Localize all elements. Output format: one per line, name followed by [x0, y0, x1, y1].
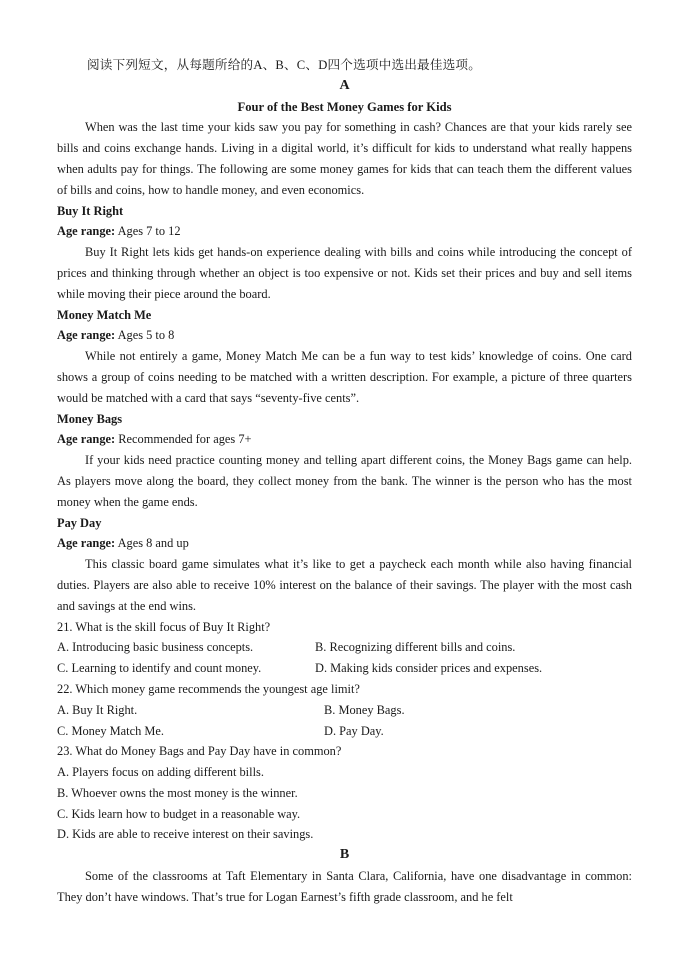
option-row	[57, 721, 632, 742]
section-b-intro: Some of the classrooms at Taft Elementary in Santa Clara, California, have one disadvantage in common: They don’t have windows. That’s true for Logan Earnest’s fifth grade classroom, and he felt	[57, 869, 632, 904]
game-description: This classic board game simulates what it’s like to get a paycheck each month while also having financial duties. Players are also able to receive 10% interest on the balance of their savings. The player with the most cash and savings at the end wins.	[57, 557, 632, 613]
option-c: C. Kids learn how to budget in a reasonable way.	[57, 806, 301, 821]
exam-page	[57, 55, 632, 908]
game-name: Money Bags	[57, 411, 123, 426]
option-row	[57, 700, 632, 721]
age-range-value: Ages 7 to 12	[117, 224, 181, 239]
age-range-value: Ages 8 and up	[117, 536, 189, 551]
age-range	[57, 429, 632, 450]
option-row	[57, 637, 632, 658]
game-description: Buy It Right lets kids get hands-on experience dealing with bills and coins while introducing the concept of prices and thinking through whether an object is too expensive or not. Kids set their prices and buy and sell items while moving their piece around the board.	[57, 245, 632, 301]
age-range-label: Age range:	[57, 328, 116, 343]
option-row	[57, 658, 632, 679]
age-range-label: Age range:	[57, 536, 116, 551]
age-range	[57, 325, 632, 346]
option-d: D. Making kids consider prices and expenses.	[315, 661, 543, 676]
question-stem: 21. What is the skill focus of Buy It Right?	[57, 619, 271, 634]
section-b-heading: B	[339, 847, 350, 863]
option-d: D. Pay Day.	[324, 723, 384, 738]
question-stem: 22. Which money game recommends the youngest age limit?	[57, 681, 360, 696]
game-name: Buy It Right	[57, 203, 124, 218]
instruction: 阅读下列短文，从每题所给的A、B、C、D四个选项中选出最佳选项。	[87, 58, 482, 72]
question-stem: 23. What do Money Bags and Pay Day have in common?	[57, 744, 342, 759]
age-range	[57, 221, 632, 242]
game-name: Pay Day	[57, 515, 102, 530]
option-b: B. Recognizing different bills and coins.	[315, 640, 516, 655]
age-range-value: Ages 5 to 8	[117, 328, 175, 343]
option-c: C. Learning to identify and count money.	[57, 661, 262, 676]
intro-paragraph: When was the last time your kids saw you pay for something in cash? Chances are that your kids rarely see bills and coins exchange hands. Living in a digital world, it’s difficult for kids to understand what really happens when adults pay for things. The following are some money games for kids that can teach them the different values of bills and coins, how to handle money, and even economics.	[57, 120, 632, 197]
age-range-label: Age range:	[57, 432, 116, 447]
passage-title: Four of the Best Money Games for Kids	[237, 99, 452, 114]
game-description: If your kids need practice counting money and telling apart different coins, the Money Bags game can help. As players move along the board, they collect money from the bank. The winner is the person who has the most money when the game ends.	[57, 453, 632, 509]
section-a-heading: A	[339, 77, 350, 93]
option-c: C. Money Match Me.	[57, 723, 165, 738]
option-a: A. Buy It Right.	[57, 702, 138, 717]
option-d: D. Kids are able to receive interest on their savings.	[57, 827, 314, 842]
game-description: While not entirely a game, Money Match Me can be a fun way to test kids’ knowledge of coins. One card shows a group of coins needing to be matched with a written description. For example, a picture of three quarters would be matched with a card that says “seventy-five cents”.	[57, 349, 632, 405]
option-a: A. Players focus on adding different bills.	[57, 765, 264, 780]
game-name: Money Match Me	[57, 307, 152, 322]
age-range-value: Recommended for ages 7+	[118, 432, 252, 447]
age-range	[57, 533, 632, 554]
option-b: B. Money Bags.	[324, 702, 405, 717]
age-range-label: Age range:	[57, 224, 116, 239]
option-a: A. Introducing basic business concepts.	[57, 640, 254, 655]
option-b: B. Whoever owns the most money is the winner.	[57, 785, 298, 800]
